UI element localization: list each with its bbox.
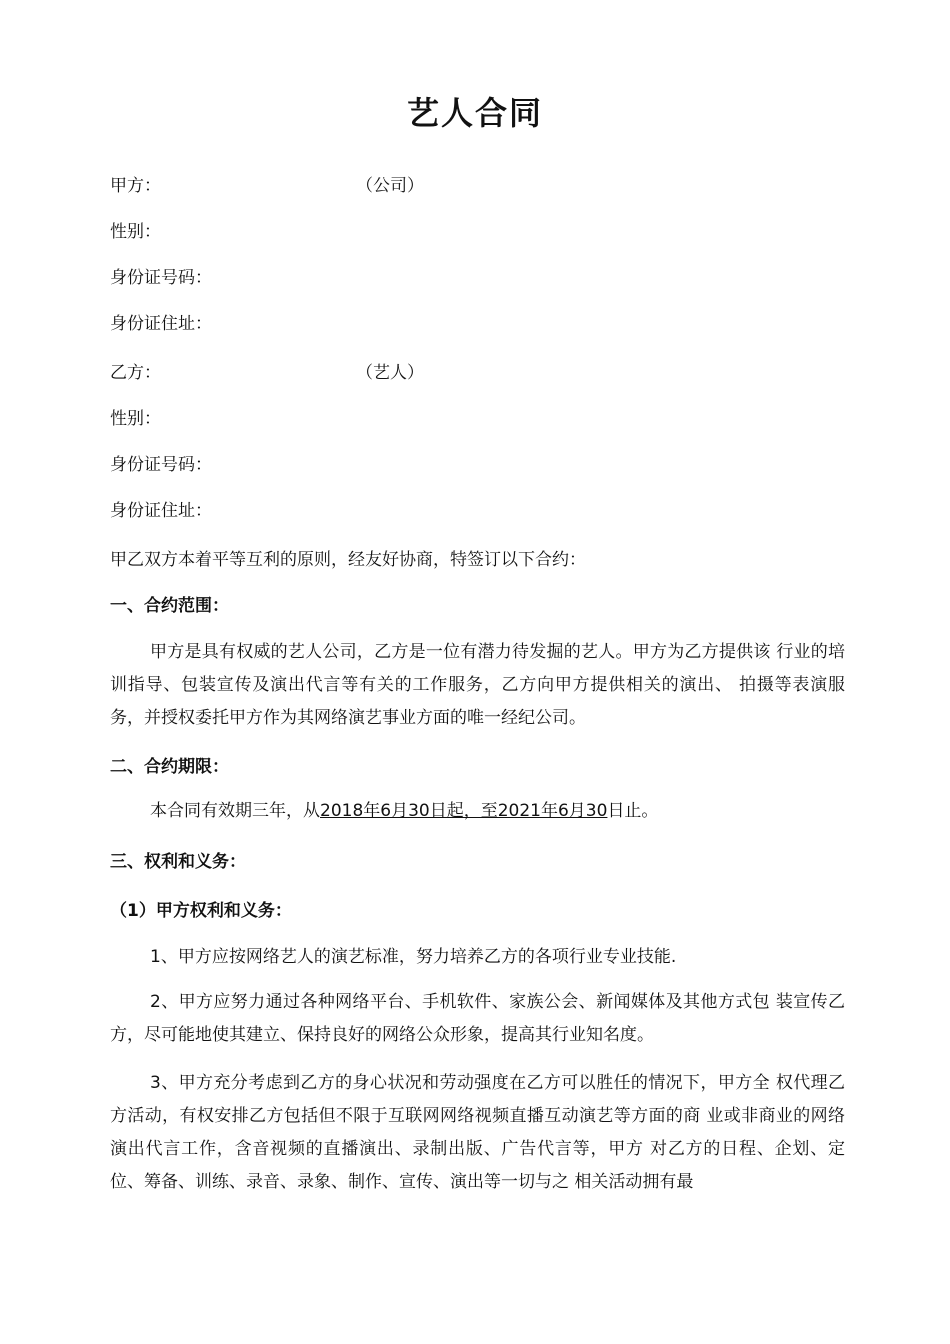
term-suffix: 日止。 bbox=[607, 801, 659, 821]
term-prefix: 本合同有效期三年，从 bbox=[150, 801, 320, 821]
party-a-gender: 性别： bbox=[110, 222, 161, 242]
section-1-text: 甲方是具有权威的艺人公司，乙方是一位有潜力待发掘的艺人。甲方为乙方提供该 行业的培训指导、包装宣传及演出代言等有关的工作服务，乙方向甲方提供相关的演出、 拍摄等表演服务，并授权委托甲方作为其网络演艺事业方面的唯一经纪公司。 bbox=[110, 642, 845, 728]
section-1-heading: 一、合约范围： bbox=[110, 596, 229, 616]
section-2-text bbox=[150, 799, 658, 823]
party-b-gender: 性别： bbox=[110, 409, 161, 429]
party-a-note: （公司） bbox=[356, 176, 424, 196]
party-b-id-number: 身份证号码： bbox=[110, 455, 212, 475]
party-b-label: 乙方： bbox=[110, 363, 161, 383]
section-2-heading: 二、合约期限： bbox=[110, 757, 229, 777]
party-a-label: 甲方： bbox=[110, 176, 161, 196]
party-a-id-address: 身份证住址： bbox=[110, 314, 212, 334]
clause-2: 2、甲方应努力通过各种网络平台、手机软件、家族公会、新闻媒体及其他方式包 装宣传乙方，尽可能地使其建立、保持良好的网络公众形象，提高其行业知名度。 bbox=[110, 992, 845, 1045]
document-title: 艺人合同 bbox=[406, 94, 543, 132]
clause-3: 3、甲方充分考虑到乙方的身心状况和劳动强度在乙方可以胜任的情况下，甲方全 权代理乙方活动，有权安排乙方包括但不限于互联网网络视频直播互动演艺等方面的商 业或非商业的网络演出代言工作，含音视频的直播演出、录制出版、广告代言等，甲方 对乙方的日程、企划、定位、筹备、训练、录音、录象、制作、宣传、演出等一切与之 相关活动拥有最 bbox=[110, 1073, 845, 1192]
term-period: 2018年6月30日起，至2021年6月30 bbox=[320, 801, 608, 821]
section-3-heading: 三、权利和义务： bbox=[110, 852, 246, 872]
intro-text: 甲乙双方本着平等互利的原则，经友好协商，特签订以下合约： bbox=[110, 550, 586, 570]
party-b-id-address: 身份证住址： bbox=[110, 501, 212, 521]
clause-1: 1、甲方应按网络艺人的演艺标准，努力培养乙方的各项行业专业技能. bbox=[150, 947, 677, 967]
party-b-note: （艺人） bbox=[356, 363, 424, 383]
party-a-id-number: 身份证号码： bbox=[110, 268, 212, 288]
party-a-rights-heading: （1）甲方权利和义务： bbox=[110, 901, 292, 921]
